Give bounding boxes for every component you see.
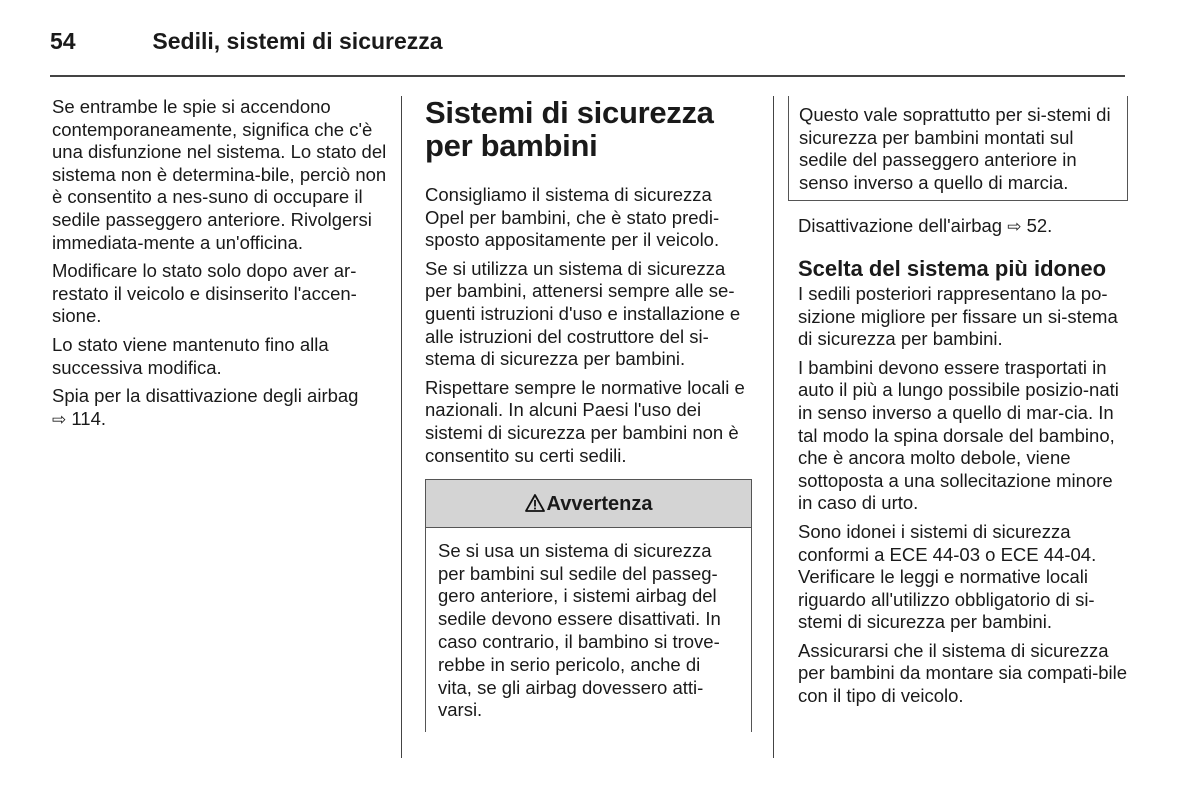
warning-box-continuation [788, 96, 1128, 201]
paragraph: I sedili posteriori rappresentano la po-sizione migliore per fissare un si-stema di sicurezza per bambini. [798, 282, 1118, 350]
paragraph: Rispettare sempre le normative locali e nazionali. In alcuni Paesi l'uso dei sistemi di sicurezza per bambini non è consentito su certi sedili. [425, 376, 745, 466]
warning-triangle-icon [525, 494, 545, 512]
page-reference[interactable]: 52. [1026, 215, 1053, 237]
column-3 [798, 96, 1128, 714]
column-1 [52, 96, 387, 437]
warning-title: Avvertenza [546, 493, 653, 516]
header-divider [50, 75, 1125, 77]
paragraph: Modificare lo stato solo dopo aver ar-restato il veicolo e disinserito l'accen-sione. [52, 260, 357, 327]
warning-continuation-text: Questo vale soprattutto per si-stemi di sicurezza per bambini montati sul sedile del passeggero anteriore in senso inverso a quello di marcia. [799, 104, 1111, 193]
warning-text: Se si usa un sistema di sicurezza per bambini sul sedile del passeg-gero anteriore, i sistemi airbag del sedile devono essere disattivati. In caso contrario, il bambino si trove-rebbe in serio pericolo, anche di vita, se gli airbag dovessero atti-varsi. [438, 539, 721, 721]
page-number: 54 [50, 28, 76, 54]
page-reference-arrow-icon: ⇨ [1007, 217, 1022, 237]
paragraph: Consigliamo il sistema di sicurezza Opel per bambini, che è stato predi-sposto appositamente per il veicolo. [425, 184, 720, 251]
paragraph-with-reference [52, 385, 387, 431]
paragraph-text: Spia per la disattivazione degli airbag [52, 385, 359, 407]
warning-header [426, 479, 751, 528]
page-reference[interactable]: 114. [71, 407, 107, 429]
paragraph: Lo stato viene mantenuto fino alla successiva modifica. [52, 333, 329, 378]
page-reference-arrow-icon: ⇨ [52, 409, 67, 429]
section-title: Sistemi di sicurezza per bambini [425, 95, 714, 163]
column-divider-1 [401, 96, 402, 758]
column-2 [425, 96, 755, 732]
paragraph-text: Disattivazione dell'airbag [798, 215, 1003, 237]
column-divider-2 [773, 96, 774, 758]
subheading: Scelta del sistema più idoneo [798, 255, 1107, 281]
paragraph: I bambini devono essere trasportati in auto il più a lungo possibile posizio-nati in senso inverso a quello di mar-cia. In tal modo la spina dorsale del bambino, che è ancora molto debole, viene sottoposta a una sollecitazione minore in caso di urto. [798, 356, 1119, 514]
paragraph: Se si utilizza un sistema di sicurezza per bambini, attenersi sempre alle se-guenti istruzioni d'uso e installazione e alle istruzioni del costruttore del si-stema di sicurezza per bambini. [425, 257, 741, 370]
page-header [50, 28, 443, 55]
paragraph: Assicurarsi che il sistema di sicurezza per bambini da montare sia compati-bile con il tipo di veicolo. [798, 639, 1128, 707]
warning-box [425, 479, 752, 732]
paragraph: Se entrambe le spie si accendono contemporaneamente, significa che c'è una disfunzione nel sistema. Lo stato del sistema non è determina-bile, perciò non è consentito a nes-suno di occupare il sedile passeggero anteriore. Rivolgersi immediata-mente a un'officina. [52, 96, 387, 253]
paragraph: Sono idonei i sistemi di sicurezza conformi a ECE 44-03 o ECE 44-04. Verificare le leggi e normative locali riguardo all'utilizzo obbligatorio di si-stemi di sicurezza per bambini. [798, 520, 1097, 633]
chapter-title: Sedili, sistemi di sicurezza [152, 28, 443, 54]
paragraph-with-reference [798, 215, 1128, 239]
